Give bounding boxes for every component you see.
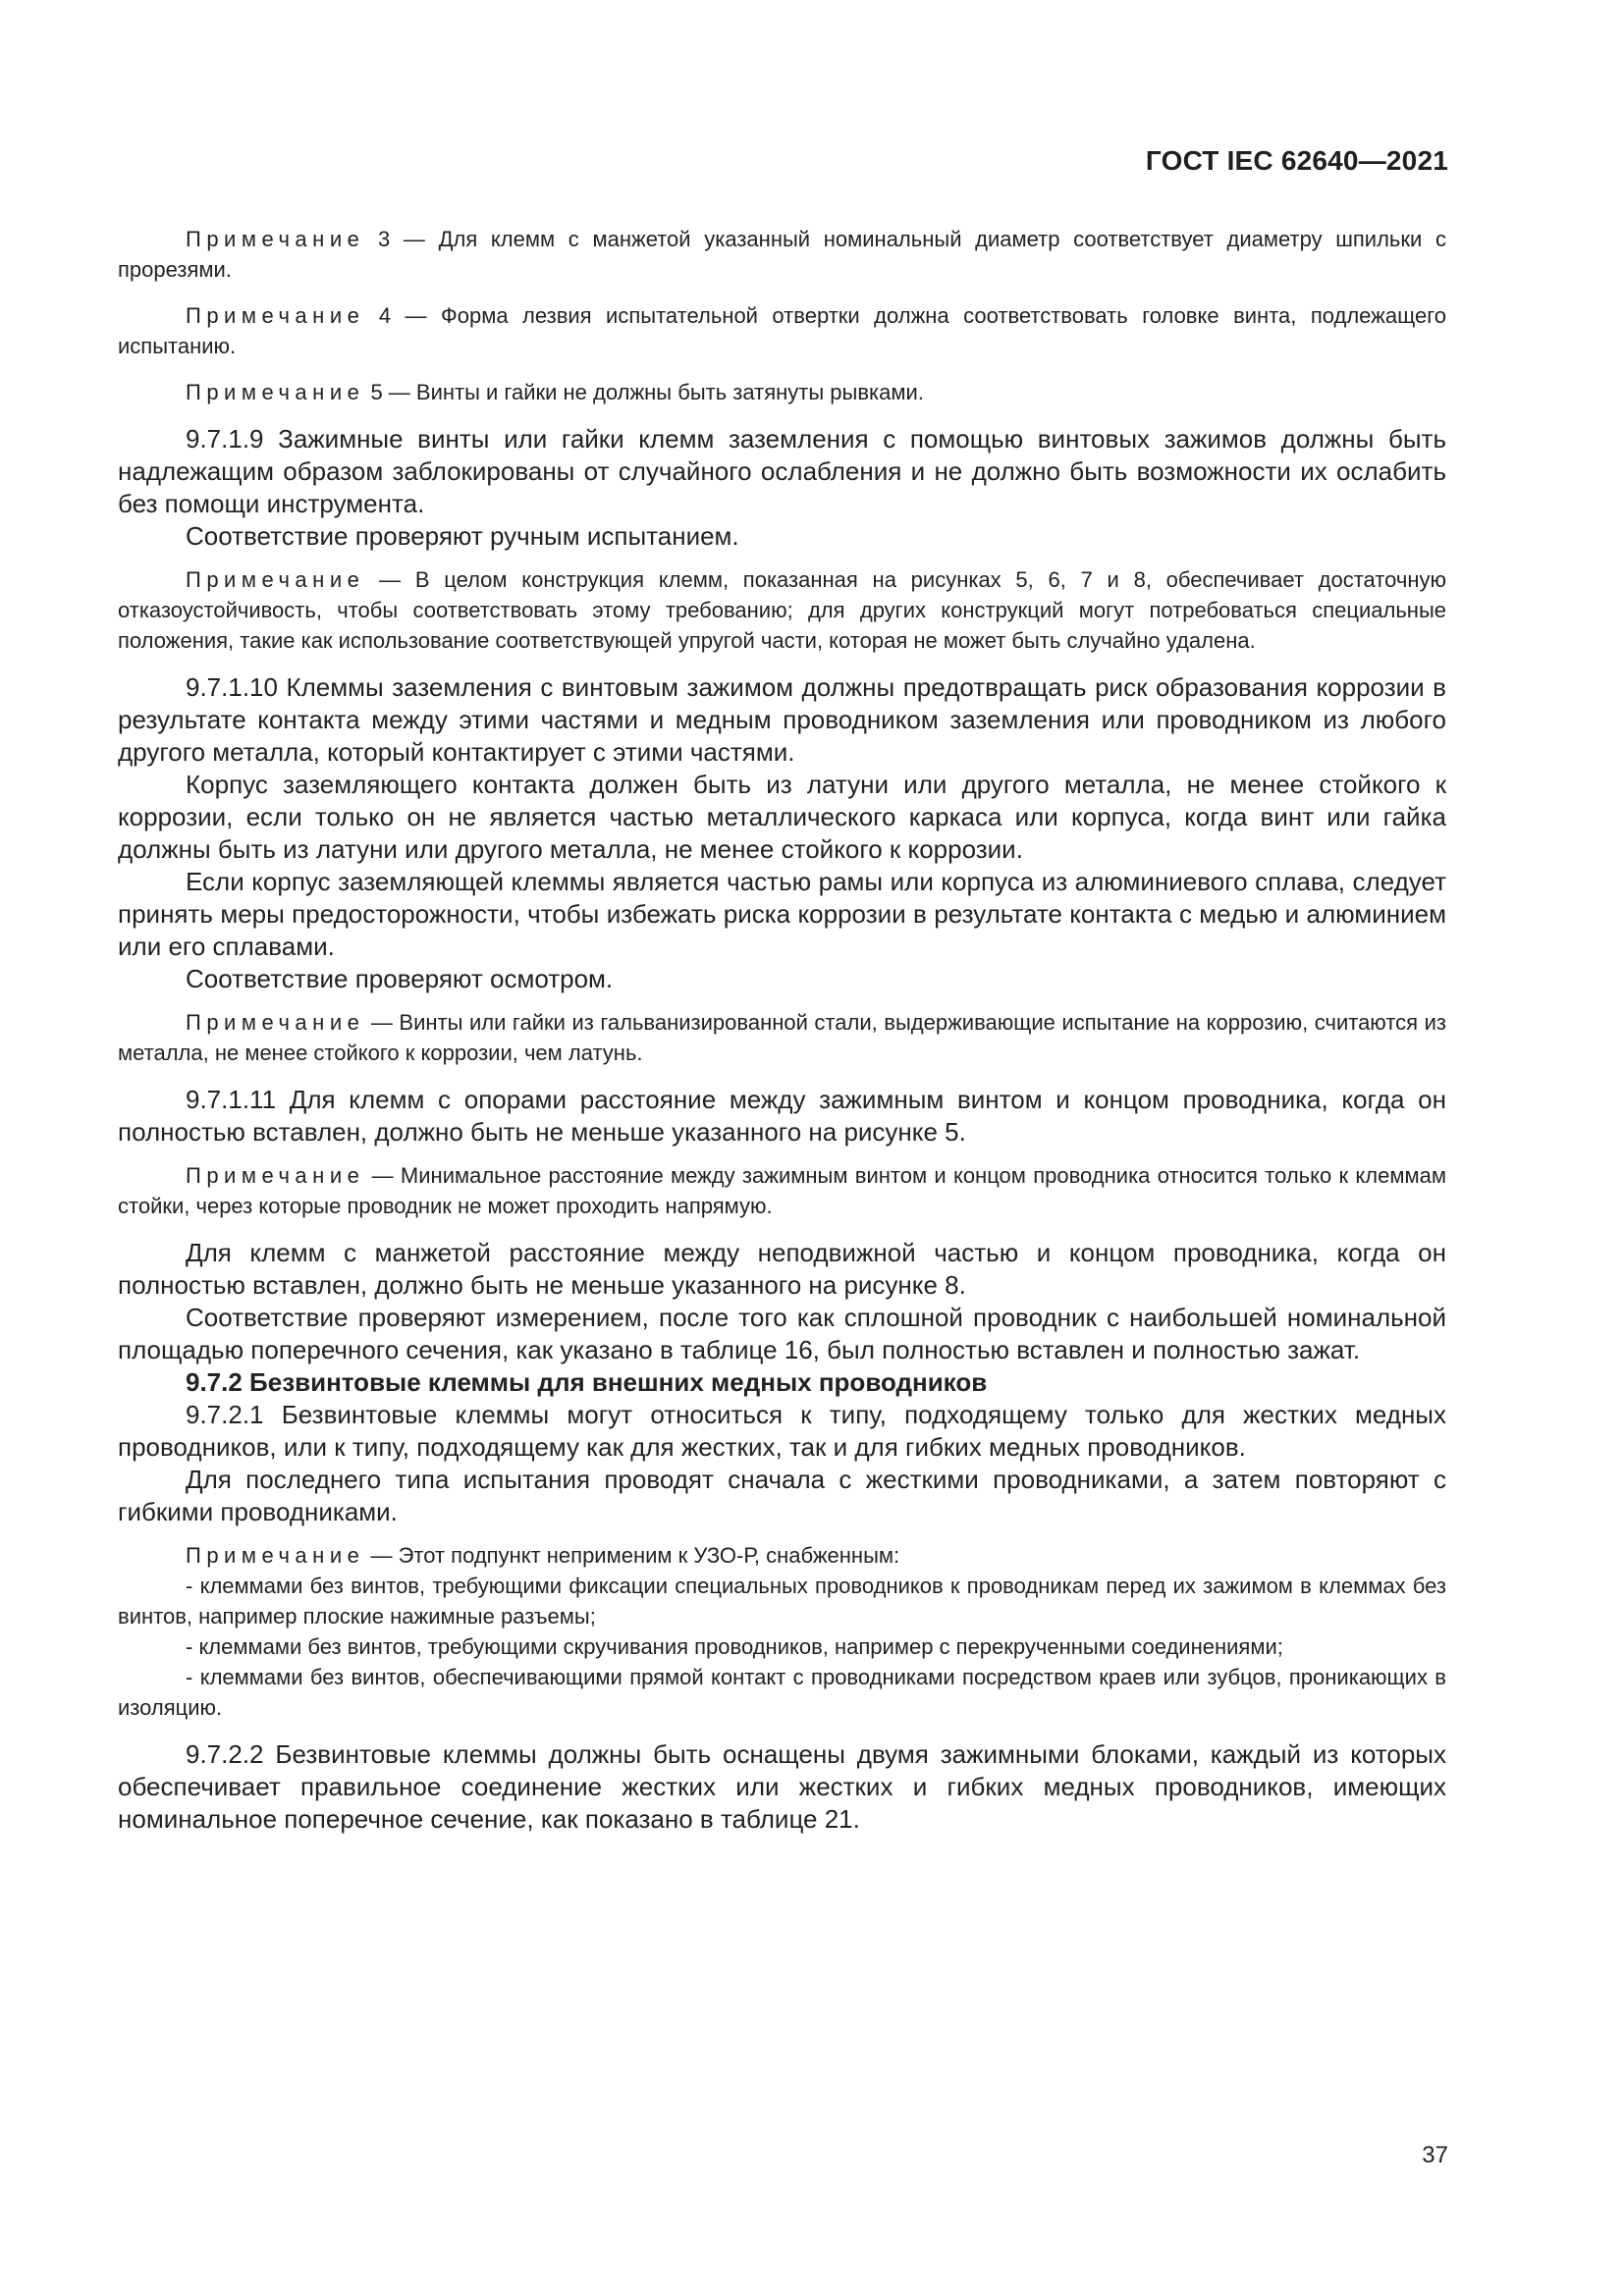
paragraph: Для клемм с манжетой расстояние между неподвижной частью и концом проводника, когда он полностью вставлен, должно быть не меньше указанного на рисунке 8. <box>118 1238 1446 1300</box>
note-3 <box>118 224 1446 285</box>
note-label: Примечание <box>186 1163 365 1188</box>
note-9-7-1-11 <box>118 1160 1446 1221</box>
note-label: Примечание <box>186 1010 365 1035</box>
note-label: Примечание <box>186 567 365 592</box>
document-header: ГОСТ IEC 62640—2021 <box>1145 145 1448 176</box>
list-item: - клеммами без винтов, обеспечивающими прямой контакт с проводниками посредством краев или зубцов, проникающих в изоляцию. <box>118 1665 1446 1720</box>
clause-9-7-1-11: 9.7.1.11 Для клемм с опорами расстояние между зажимным винтом и концом проводника, когда он полностью вставлен, должно быть не меньше указанного на рисунке 5. <box>118 1085 1446 1147</box>
clause-9-7-1-9: 9.7.1.9 Зажимные винты или гайки клемм заземления с помощью винтовых зажимов должны быть надлежащим образом заблокированы от случайного ослабления и не должно быть возможности их ослабить без помощи инструмента. <box>118 424 1446 518</box>
paragraph: Если корпус заземляющей клеммы является частью рамы или корпуса из алюминиевого сплава, следует принять меры предосторожности, чтобы избежать риска коррозии в результате контакта с медью и алюминием или его сплавами. <box>118 867 1446 961</box>
note-label: Примечание <box>186 1543 365 1568</box>
clause-9-7-1-10: 9.7.1.10 Клеммы заземления с винтовым зажимом должны предотвращать риск образования коррозии в результате контакта между этими частями и медным проводником заземления или проводником из любого другого металла, который контактирует с этими частями. <box>118 672 1446 767</box>
note-text: — Минимальное расстояние между зажимным винтом и концом проводника относится только к клеммам стойки, через которые проводник не может проходить напрямую. <box>118 1163 1446 1218</box>
note-text: 5 — Винты и гайки не должны быть затянуты рывками. <box>364 380 924 404</box>
note-9-7-1-10 <box>118 1007 1446 1068</box>
clause-9-7-2-2: 9.7.2.2 Безвинтовые клеммы должны быть оснащены двумя зажимными блоками, каждый из которых обеспечивает правильное соединение жестких или жестких и гибких медных проводников, имеющих номинальное поперечное сечение, как показано в таблице 21. <box>118 1739 1446 1834</box>
clause-9-7-2-1: 9.7.2.1 Безвинтовые клеммы могут относиться к типу, подходящему только для жестких медных проводников, или к типу, подходящему как для жестких, так и для гибких медных проводников. <box>118 1400 1446 1462</box>
list-item: - клеммами без винтов, требующими скручивания проводников, например с перекрученными соединениями; <box>186 1634 1283 1659</box>
note-9-7-2-1 <box>118 1540 1446 1571</box>
note-label: Примечание <box>186 303 365 328</box>
compliance-check: Соответствие проверяют осмотром. <box>186 964 614 993</box>
paragraph: Корпус заземляющего контакта должен быть из латуни или другого металла, не менее стойкого к коррозии, если только он не является частью металлического каркаса или корпуса, когда винт или гайка должны быть из латуни или другого металла, не менее стойкого к коррозии. <box>118 770 1446 864</box>
page-number: 37 <box>1422 2142 1448 2168</box>
compliance-check: Соответствие проверяют ручным испытанием. <box>186 521 739 551</box>
paragraph: Для последнего типа испытания проводят сначала с жесткими проводниками, а затем повторяют с гибкими проводниками. <box>118 1465 1446 1526</box>
note-5 <box>118 377 1446 407</box>
paragraph: Соответствие проверяют измерением, после того как сплошной проводник с наибольшей номинальной площадью поперечного сечения, как указано в таблице 16, был полностью вставлен и полностью зажат. <box>118 1303 1446 1364</box>
note-text: 3 — Для клемм с манжетой указанный номинальный диаметр соответствует диаметру шпильки с прорезями. <box>118 227 1446 282</box>
note-text: — Винты или гайки из гальванизированной стали, выдерживающие испытание на коррозию, считаются из металла, не менее стойкого к коррозии, чем латунь. <box>118 1010 1446 1065</box>
note-text: — В целом конструкция клемм, показанная на рисунках 5, 6, 7 и 8, обеспечивает достаточную отказоустойчивость, чтобы соответствовать этому требованию; для других конструкций могут потребоваться специальные положения, такие как использование соответствующей упругой части, которая не может быть случайно удалена. <box>118 567 1446 653</box>
note-4 <box>118 300 1446 361</box>
note-text: 4 — Форма лезвия испытательной отвертки должна соответствовать головке винта, подлежащего испытанию. <box>118 303 1446 358</box>
note-label: Примечание <box>186 227 365 251</box>
document-body <box>118 224 1446 1836</box>
list-item: - клеммами без винтов, требующими фиксации специальных проводников к проводникам перед их зажимом в клеммах без винтов, например плоские нажимные разъемы; <box>118 1574 1446 1629</box>
note-text: — Этот подпункт неприменим к УЗО-Р, снабженным: <box>364 1543 900 1568</box>
note-label: Примечание <box>186 380 365 404</box>
note-9-7-1-9 <box>118 564 1446 656</box>
section-heading-9-7-2: 9.7.2 Безвинтовые клеммы для внешних медных проводников <box>186 1367 988 1397</box>
